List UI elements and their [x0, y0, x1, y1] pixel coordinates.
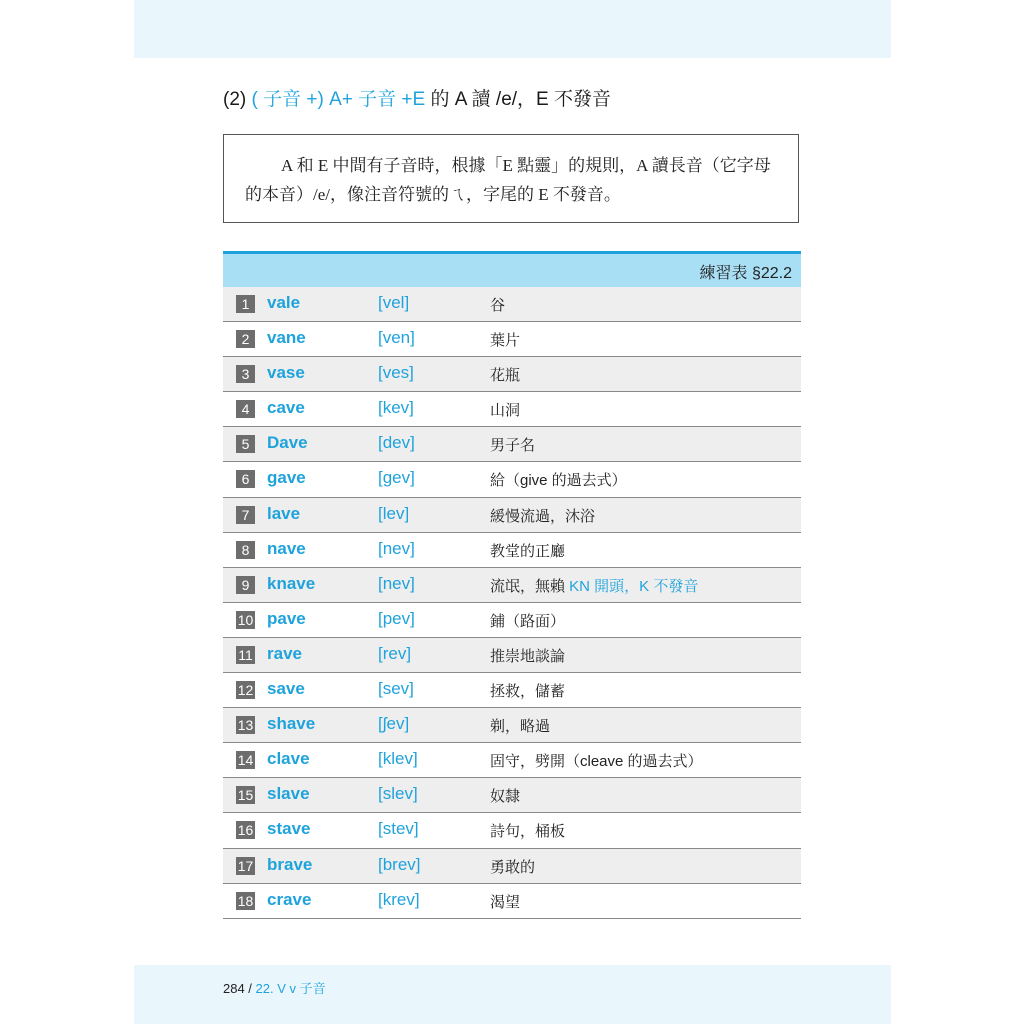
row-pronunciation: [slev] — [378, 784, 418, 804]
row-number: 13 — [237, 717, 254, 734]
table-row — [223, 498, 801, 533]
row-meaning-cell — [490, 750, 703, 771]
row-word: nave — [267, 538, 306, 558]
row-meaning: 給（give 的過去式） — [490, 472, 627, 490]
row-pronunciation: [rev] — [378, 643, 412, 663]
row-pronunciation: [ʃev] — [378, 714, 410, 734]
row-pronunciation: [klev] — [378, 749, 418, 769]
row-meaning: 詩句，桶板 — [490, 823, 566, 841]
top-band — [134, 0, 891, 58]
table-header — [223, 251, 801, 287]
row-meaning: 教堂的正廳 — [490, 542, 566, 560]
row-number: 4 — [236, 400, 255, 418]
row-number: 2 — [236, 330, 255, 348]
row-word: rave — [267, 643, 302, 663]
row-pronunciation: [dev] — [378, 433, 415, 453]
row-meaning: 固守，劈開（cleave 的過去式） — [490, 753, 703, 771]
row-number: 18 — [237, 892, 254, 909]
table-row — [223, 884, 801, 919]
row-meaning: 渴望 — [490, 893, 521, 911]
page-footer — [223, 978, 326, 997]
row-word: crave — [267, 889, 312, 909]
heading-suffix: 的 A 讀 /e/，E 不發音 — [425, 89, 612, 110]
row-word: stave — [267, 819, 311, 839]
table-row — [223, 708, 801, 743]
row-meaning-cell — [490, 434, 535, 455]
table-row — [223, 462, 801, 497]
row-word: pave — [267, 608, 306, 628]
row-word: vale — [267, 293, 301, 312]
row-word: slave — [267, 784, 310, 804]
table-row — [223, 427, 801, 462]
section-heading — [223, 86, 611, 114]
row-meaning: 山洞 — [490, 402, 521, 420]
table-row — [223, 849, 801, 884]
row-meaning-cell — [490, 856, 535, 877]
row-pronunciation: [sev] — [378, 679, 414, 699]
row-pronunciation: [kev] — [378, 398, 414, 418]
row-meaning-cell — [490, 820, 565, 841]
row-meaning: 鋪（路面） — [490, 612, 566, 630]
row-number: 9 — [236, 576, 255, 594]
row-number: 1 — [236, 295, 255, 313]
row-note: KN 開頭，K 不發音 — [569, 577, 699, 595]
row-pronunciation: [ven] — [378, 328, 415, 348]
row-meaning-cell — [490, 329, 520, 350]
row-meaning: 剃，略過 — [490, 718, 551, 736]
table-row — [223, 778, 801, 813]
row-number: 6 — [236, 470, 255, 488]
row-meaning-cell — [490, 364, 520, 385]
row-word: brave — [267, 854, 313, 874]
table-row — [223, 638, 801, 673]
row-meaning-cell — [490, 891, 520, 912]
heading-prefix: (2) — [223, 89, 252, 110]
row-number: 17 — [237, 857, 254, 874]
table-row — [223, 743, 801, 778]
table-row — [223, 322, 801, 357]
row-number: 11 — [236, 646, 255, 664]
row-word: gave — [267, 468, 306, 488]
heading-formula: ( 子音 +) A+ 子音 +E — [251, 89, 426, 110]
row-word: vase — [267, 363, 305, 383]
row-pronunciation: [gev] — [378, 468, 415, 488]
row-word: vane — [267, 328, 306, 348]
row-number: 12 — [237, 682, 254, 699]
row-meaning-cell — [490, 610, 565, 631]
row-pronunciation: [stev] — [378, 819, 419, 839]
row-meaning: 緩慢流過，沐浴 — [490, 507, 596, 525]
page-number: 284 / — [223, 981, 256, 996]
table-row — [223, 287, 801, 322]
row-meaning: 拯救，儲蓄 — [490, 683, 566, 701]
row-word: cave — [267, 398, 305, 418]
row-pronunciation: [ves] — [378, 363, 414, 383]
row-word: knave — [267, 573, 316, 593]
row-meaning: 谷 — [490, 297, 506, 314]
practice-table — [223, 251, 801, 919]
row-meaning-cell — [490, 715, 550, 736]
row-meaning: 葉片 — [490, 332, 521, 350]
row-number: 5 — [236, 435, 255, 453]
row-meaning: 花瓶 — [490, 367, 521, 385]
table-row — [223, 357, 801, 392]
row-number: 15 — [237, 787, 254, 804]
row-number: 10 — [237, 611, 254, 628]
row-number: 3 — [236, 365, 255, 383]
table-row — [223, 603, 801, 638]
row-meaning-cell — [490, 785, 520, 806]
table-row — [223, 392, 801, 427]
row-meaning: 勇敢的 — [490, 858, 536, 876]
table-row — [223, 568, 801, 603]
row-meaning-cell — [490, 505, 595, 526]
row-word: save — [267, 679, 305, 699]
table-row — [223, 533, 801, 568]
row-word: lave — [267, 503, 301, 523]
row-meaning-cell — [490, 294, 505, 315]
row-meaning: 推崇地談論 — [490, 647, 566, 665]
table-title: 練習表 §22.2 — [699, 265, 792, 282]
row-meaning-cell — [490, 540, 565, 561]
row-number: 7 — [236, 506, 255, 524]
row-meaning-cell — [490, 645, 565, 666]
rule-note-text: A 和 E 中間有子音時，根據「E 點靈」的規則，A 讀長音（它字母的本音）/e/，像注音符號的ㄟ，字尾的 E 不發音。 — [245, 156, 771, 204]
row-pronunciation: [krev] — [378, 889, 420, 909]
row-number: 16 — [237, 822, 254, 839]
row-meaning: 男子名 — [490, 437, 536, 455]
rule-note-box — [223, 134, 799, 223]
row-meaning: 流氓，無賴 — [490, 577, 570, 595]
row-meaning-cell — [490, 575, 698, 596]
row-pronunciation: [nev] — [378, 573, 415, 593]
row-pronunciation: [pev] — [378, 608, 415, 628]
row-pronunciation: [lev] — [378, 503, 410, 523]
row-number: 8 — [236, 541, 255, 559]
table-row — [223, 673, 801, 708]
row-pronunciation: [nev] — [378, 538, 415, 558]
row-number: 14 — [237, 752, 254, 769]
row-pronunciation: [vel] — [378, 293, 410, 312]
row-word: clave — [267, 749, 310, 769]
table-row — [223, 813, 801, 848]
table-body — [223, 287, 801, 919]
chapter-label: 22. V v 子音 — [255, 981, 326, 996]
row-meaning-cell — [490, 680, 565, 701]
row-meaning-cell — [490, 399, 520, 420]
row-meaning-cell — [490, 469, 627, 490]
row-word: shave — [267, 714, 316, 734]
row-meaning: 奴隸 — [490, 788, 521, 806]
row-pronunciation: [brev] — [378, 854, 421, 874]
row-word: Dave — [267, 433, 308, 453]
